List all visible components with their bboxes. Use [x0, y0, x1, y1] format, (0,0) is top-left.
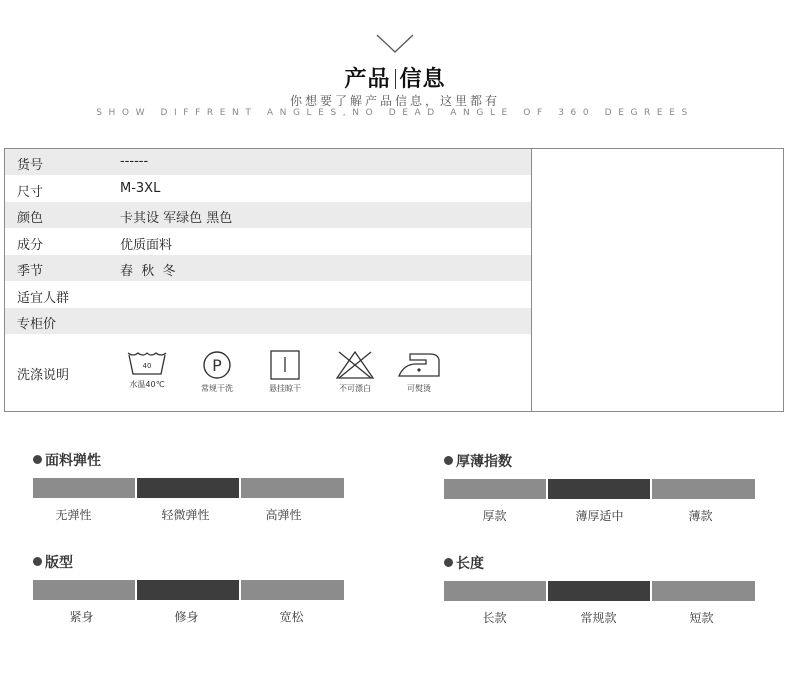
row-price — [5, 308, 531, 334]
scale-segment — [241, 580, 344, 600]
care-caption: 常规干洗 — [201, 384, 233, 393]
care-caption: 悬挂晾干 — [269, 384, 301, 393]
row-label: 货号 — [17, 158, 44, 173]
row-label: 尺寸 — [17, 185, 44, 200]
scale-option: 薄款 — [688, 509, 713, 523]
row-care-instructions — [5, 336, 531, 412]
scale-segment — [652, 479, 755, 499]
row-value: M-3XL — [120, 181, 161, 196]
care-item — [187, 350, 247, 406]
scale-segment-selected — [137, 580, 239, 600]
scale-segment — [444, 581, 546, 601]
scale-segment — [652, 581, 755, 601]
info-details — [5, 149, 532, 411]
title-divider — [395, 69, 396, 89]
care-item — [389, 350, 449, 406]
scale-option: 短款 — [689, 611, 714, 625]
care-item — [325, 350, 385, 406]
product-info-table — [4, 148, 784, 412]
row-value: ------ — [120, 154, 149, 169]
row-label: 适宜人群 — [17, 291, 70, 306]
bullet-icon — [444, 456, 453, 465]
row-label: 专柜价 — [17, 317, 57, 332]
scale-option: 长款 — [482, 611, 507, 625]
scale-title: 长度 — [444, 553, 484, 573]
row-label: 季节 — [17, 264, 44, 279]
scale-option: 轻微弹性 — [161, 508, 210, 522]
row-value: 优质面料 — [120, 238, 173, 253]
english-subtitle: SHOW DIFFRENT ANGLES,NO DEAD ANGLE OF 360 DEGREES — [96, 108, 694, 118]
scale-option: 常规款 — [580, 611, 617, 625]
scale-segment-selected — [548, 479, 650, 499]
row-material — [5, 229, 531, 255]
care-item — [117, 350, 177, 406]
svg-text:40: 40 — [142, 362, 152, 370]
page-title — [0, 62, 790, 93]
scale-segment-selected — [137, 478, 239, 498]
scale-segment-selected — [548, 581, 650, 601]
care-caption: 可熨烫 — [407, 384, 431, 393]
care-caption: 水温40℃ — [129, 380, 165, 389]
scale-option: 修身 — [174, 610, 199, 624]
iron-icon — [396, 350, 442, 380]
scale-option: 高弹性 — [265, 508, 302, 522]
bullet-icon — [33, 455, 42, 464]
scale-title: 版型 — [33, 552, 73, 572]
scale-option: 宽松 — [279, 610, 304, 624]
scale-segment — [444, 479, 546, 499]
row-season — [5, 255, 531, 281]
scale-title: 面料弹性 — [33, 450, 101, 470]
row-label: 洗涤说明 — [17, 368, 70, 383]
row-item-number — [5, 149, 531, 175]
title-right: 信息 — [399, 67, 446, 92]
scale-segment — [33, 478, 135, 498]
row-audience — [5, 282, 531, 308]
bullet-icon — [444, 558, 453, 567]
row-value: 卡其设 军绿色 黑色 — [120, 211, 233, 226]
chevron-down-icon — [376, 34, 414, 54]
washtub-40-icon — [126, 350, 168, 376]
row-label: 成分 — [17, 238, 44, 253]
scale-segment — [33, 580, 135, 600]
row-color — [5, 202, 531, 228]
scale-title: 厚薄指数 — [444, 451, 512, 471]
scale-option: 薄厚适中 — [575, 509, 624, 523]
dry-clean-p-icon — [201, 350, 233, 380]
product-image-area — [532, 149, 783, 411]
care-caption: 不可漂白 — [339, 384, 371, 393]
scale-option: 紧身 — [69, 610, 94, 624]
svg-text:P: P — [212, 356, 222, 375]
scale-segment — [241, 478, 344, 498]
scale-option: 无弹性 — [55, 508, 92, 522]
care-item — [255, 350, 315, 406]
subtitle: 你想要了解产品信息，这里都有 — [289, 94, 500, 108]
hang-dry-icon — [269, 350, 301, 380]
no-bleach-icon — [335, 350, 375, 380]
bullet-icon — [33, 557, 42, 566]
title-left: 产品 — [344, 67, 391, 92]
row-size — [5, 176, 531, 202]
row-value: 春 秋 冬 — [120, 264, 176, 279]
row-label: 颜色 — [17, 211, 44, 226]
scale-option: 厚款 — [482, 509, 507, 523]
